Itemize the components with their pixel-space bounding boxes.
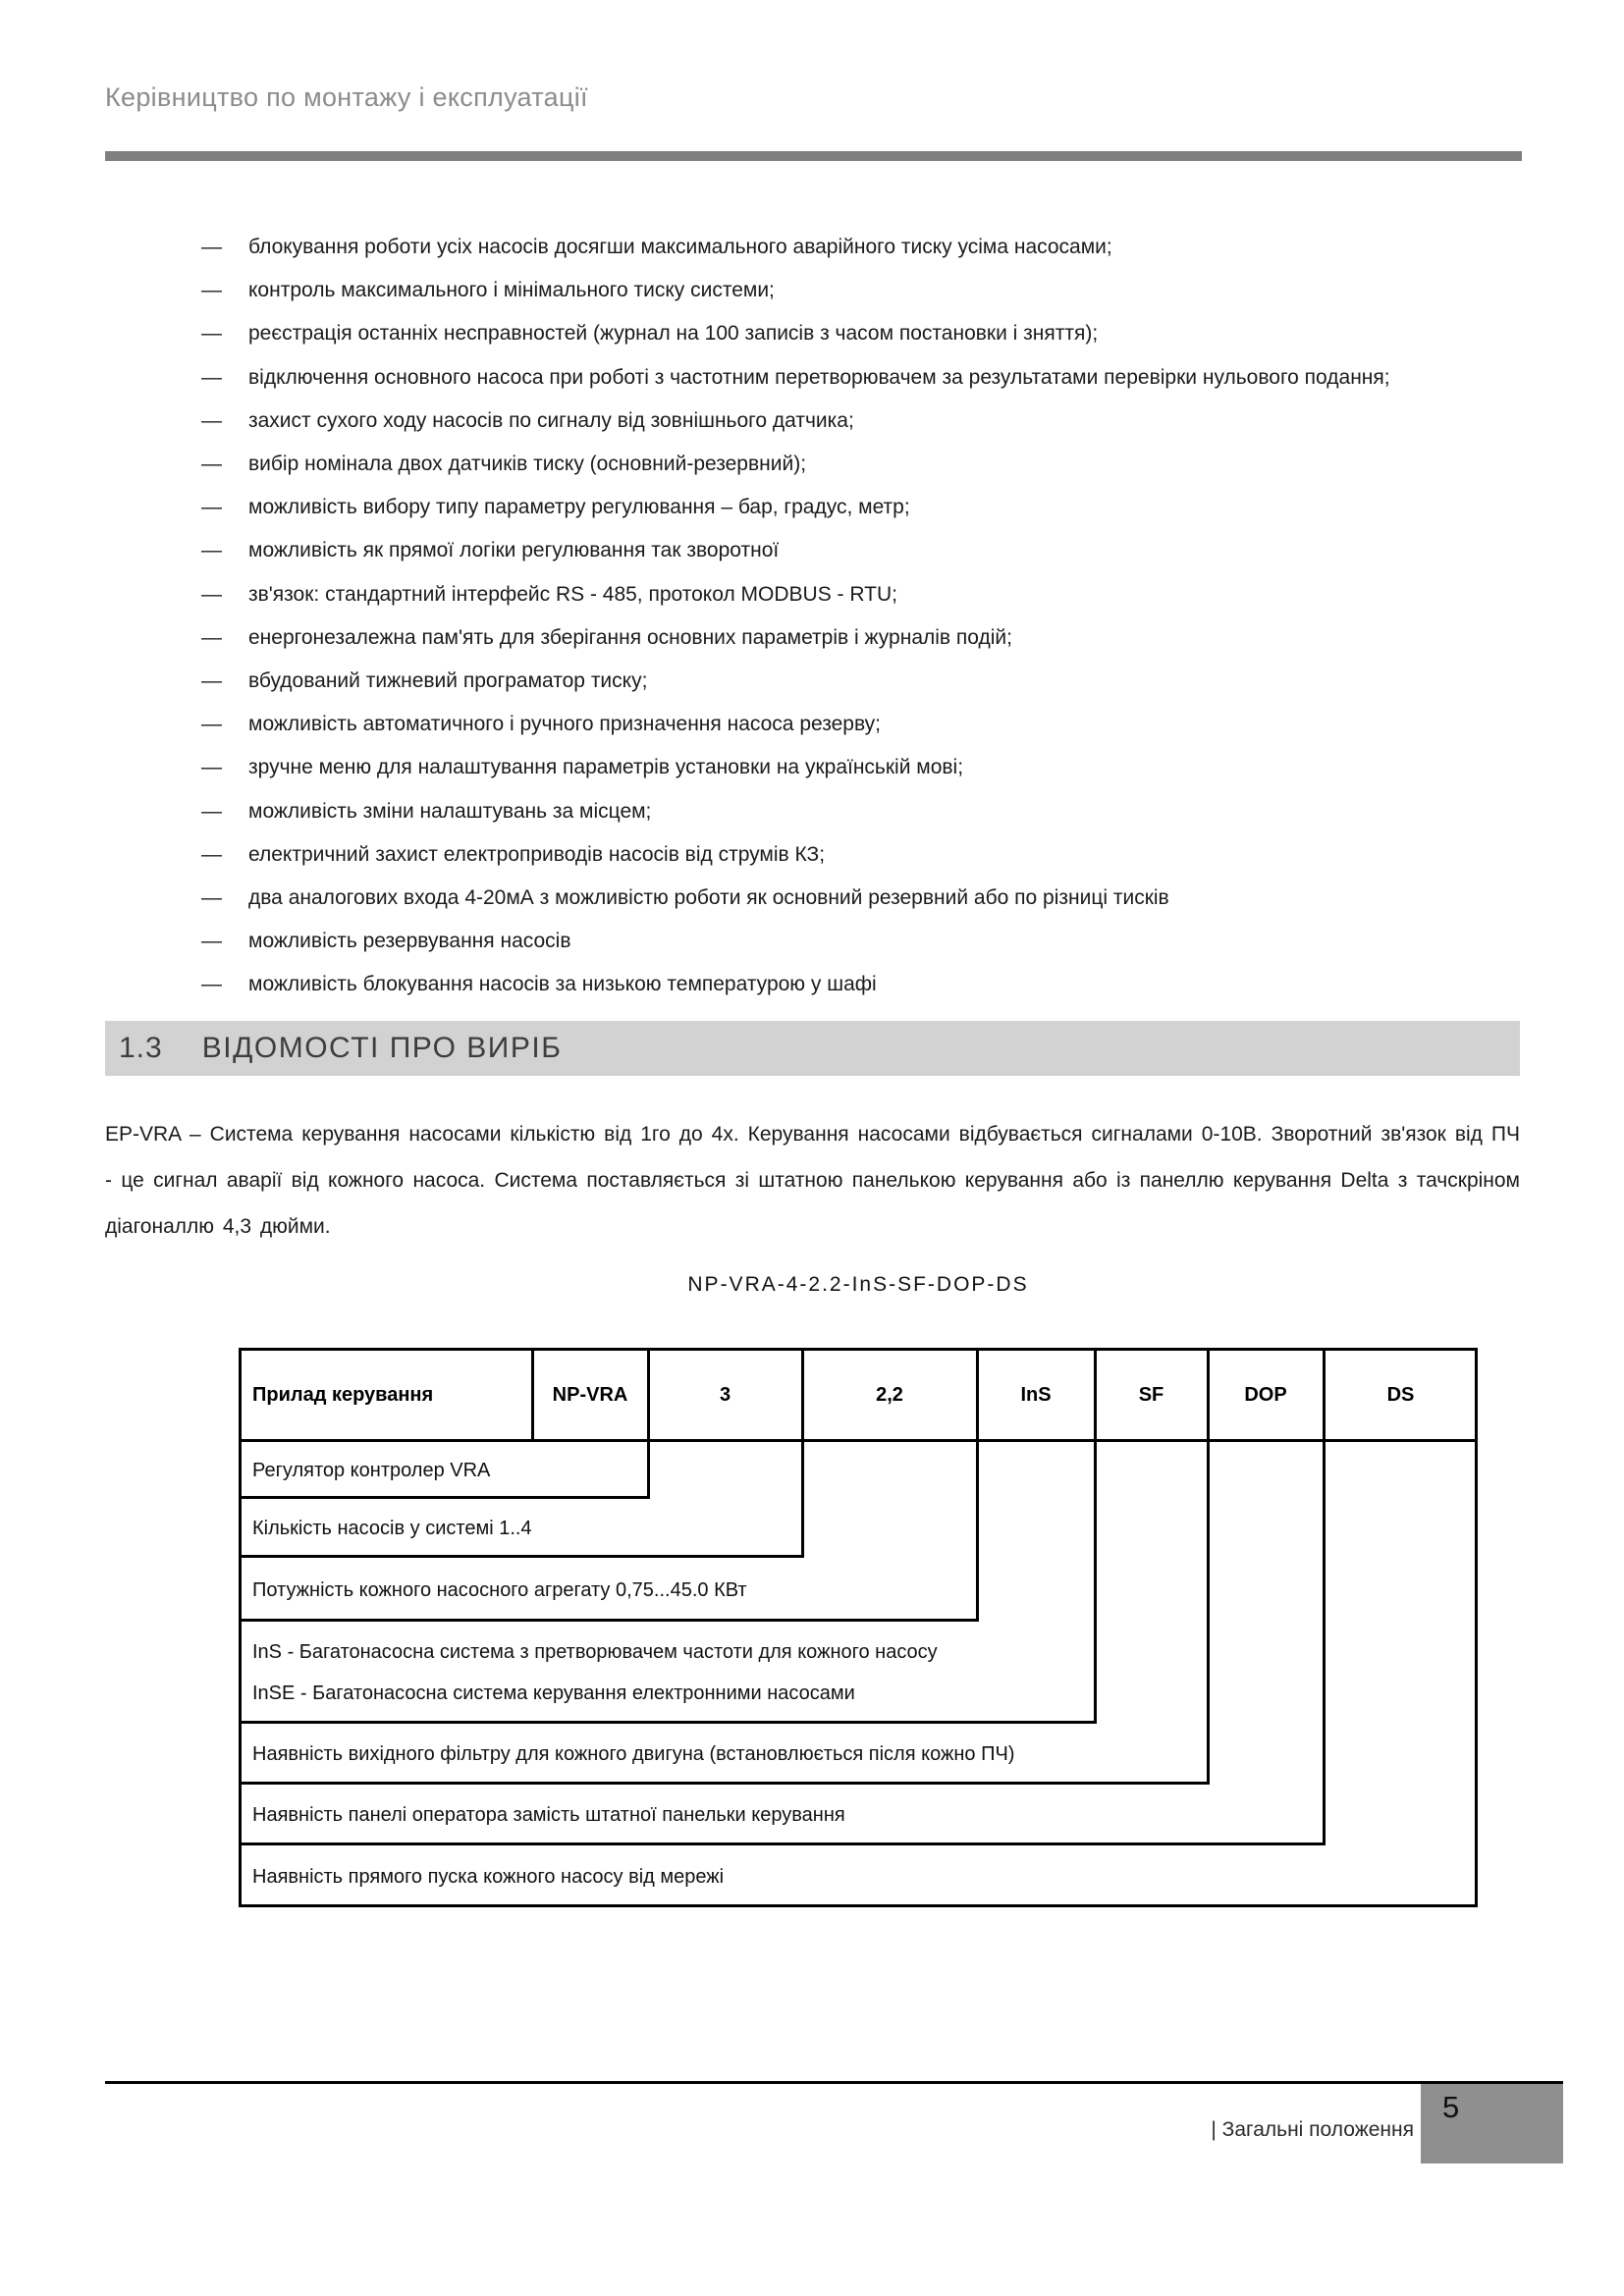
dash-bullet: — — [201, 236, 222, 259]
table-grid-line — [239, 1842, 1324, 1845]
table-grid-line — [239, 1348, 242, 1907]
feature-text: два аналогових входа 4-20мА з можливістю роботи як основний резервний або по різниці тисків — [248, 885, 1169, 909]
dash-bullet: — — [201, 365, 222, 389]
feature-item — [201, 703, 1537, 746]
table-step-label: InSE - Багатонасосна система керування електронними насосами — [252, 1682, 855, 1704]
feature-text: енергонезалежна пам'ять для зберігання основних параметрів і журналів подій; — [248, 625, 1012, 649]
feature-text: захист сухого ходу насосів по сигналу від зовнішнього датчика; — [248, 408, 854, 432]
feature-text: зручне меню для налаштування параметрів установки на українській мові; — [248, 756, 964, 779]
feature-item — [201, 660, 1537, 703]
dash-bullet: — — [201, 756, 222, 779]
table-header-cell: DOP — [1244, 1383, 1287, 1406]
decoder-table — [239, 1348, 1478, 1907]
dash-bullet: — — [201, 625, 222, 649]
section-title: ВІДОМОСТІ ПРО ВИРІБ — [201, 1032, 563, 1064]
feature-item — [201, 312, 1537, 355]
dash-bullet: — — [201, 539, 222, 562]
table-header-cell: SF — [1138, 1383, 1164, 1406]
feature-text: відключення основного насоса при роботі з частотним перетворювачем за результатами перевірки нульового подання; — [248, 365, 1390, 389]
table-grid-line — [1475, 1348, 1478, 1907]
table-header-cell: DS — [1386, 1383, 1415, 1406]
feature-text: зв'язок: стандартний інтерфейс RS - 485, протокол MODBUS - RTU; — [248, 582, 897, 606]
feature-text: можливість зміни налаштувань за місцем; — [248, 799, 652, 823]
feature-text: можливість автоматичного і ручного призначення насоса резерву; — [248, 713, 881, 736]
table-header-cell: InS — [1020, 1383, 1052, 1406]
table-step-row — [239, 1622, 1095, 1724]
table-step-row — [239, 1785, 1324, 1845]
dash-bullet: — — [201, 713, 222, 736]
feature-item — [201, 833, 1537, 877]
table-header-cell: Прилад керування — [252, 1383, 434, 1406]
table-grid-line — [1323, 1348, 1326, 1845]
intro-paragraph: EP-VRA – Система керування насосами кількістю від 1го до 4х. Керування насосами відбувається сигналами 0-10В. Зворотний зв'язок від ПЧ - це сигнал аварії від кожного насоса. Система поставляється зі штатною панелькою керування або із панеллю керування Delta з тачскріном діагоналлю 4,3 дюйми. — [105, 1123, 1520, 1238]
table-grid-line — [531, 1348, 534, 1442]
dash-bullet: — — [201, 582, 222, 606]
table-grid-line — [239, 1782, 1208, 1785]
table-grid-line — [239, 1555, 802, 1558]
table-grid-line — [239, 1496, 648, 1499]
dash-bullet: — — [201, 322, 222, 346]
feature-item — [201, 963, 1537, 1006]
table-grid-line — [239, 1439, 1478, 1442]
table-grid-line — [1207, 1348, 1210, 1785]
table-step-label: Наявність прямого пуска кожного насосу від мережі — [252, 1865, 725, 1888]
table-step-label: Регулятор контролер VRA — [252, 1460, 491, 1481]
feature-item — [201, 269, 1537, 312]
dash-bullet: — — [201, 668, 222, 692]
footer-section-label: | Загальні положення — [1211, 2118, 1414, 2141]
feature-item — [201, 789, 1537, 832]
footer-rule — [105, 2081, 1563, 2084]
dash-bullet: — — [201, 408, 222, 432]
feature-item — [201, 746, 1537, 789]
table-step-label: Потужність кожного насосного агрегату 0,75...45.0 КВт — [252, 1578, 747, 1601]
dash-bullet: — — [201, 973, 222, 996]
table-step-label: Наявність вихідного фільтру для кожного двигуна (встановлюється після кожно ПЧ) — [252, 1743, 1015, 1765]
table-grid-line — [1094, 1348, 1097, 1724]
feature-text: вбудований тижневий програматор тиску; — [248, 668, 648, 692]
table-header-cell: 3 — [719, 1383, 731, 1406]
table-step-label: Кількість насосів у системі 1..4 — [252, 1518, 532, 1539]
feature-text: вибір номінала двох датчиків тиску (основний-резервний); — [248, 453, 807, 476]
table-grid-line — [239, 1348, 1478, 1351]
table-step-label: Наявність панелі оператора замість штатної панельки керування — [252, 1804, 845, 1826]
dash-bullet: — — [201, 885, 222, 909]
table-step-row — [239, 1724, 1208, 1785]
section-number: 1.3 — [119, 1032, 163, 1064]
page-title: Керівництво по монтажу і експлуатації — [105, 82, 588, 112]
feature-text: можливість блокування насосів за низькою температурою у шафі — [248, 973, 877, 996]
table-grid-line — [239, 1619, 977, 1622]
feature-item — [201, 400, 1537, 443]
table-step-row — [239, 1442, 648, 1499]
dash-bullet: — — [201, 279, 222, 302]
feature-item — [201, 443, 1537, 486]
feature-item — [201, 573, 1537, 616]
feature-item — [201, 877, 1537, 920]
section-heading-bar — [105, 1021, 1520, 1076]
features-list — [201, 226, 1537, 1006]
table-step-row — [239, 1845, 1478, 1907]
table-step-label: InS - Багатонасосна система з претворювачем частоти для кожного насосу — [252, 1641, 938, 1663]
feature-item — [201, 226, 1537, 269]
dash-bullet: — — [201, 496, 222, 519]
feature-item — [201, 920, 1537, 963]
table-grid-line — [239, 1721, 1095, 1724]
feature-text: контроль максимального і мінімального тиску системи; — [248, 279, 775, 302]
model-code: NP-VRA-4-2.2-InS-SF-DOP-DS — [687, 1273, 1029, 1296]
feature-item — [201, 486, 1537, 529]
dash-bullet: — — [201, 799, 222, 823]
table-step-row — [239, 1558, 977, 1622]
feature-item — [201, 616, 1537, 660]
table-header-cell: 2,2 — [876, 1383, 903, 1406]
feature-text: електричний захист електроприводів насосів від струмів КЗ; — [248, 842, 826, 866]
feature-item — [201, 356, 1537, 400]
feature-text: реєстрація останніх несправностей (журнал на 100 записів з часом постановки і зняття); — [248, 322, 1099, 346]
feature-text: можливість вибору типу параметру регулювання – бар, градус, метр; — [248, 496, 910, 519]
dash-bullet: — — [201, 453, 222, 476]
table-step-row — [239, 1499, 802, 1558]
feature-item — [201, 529, 1537, 572]
page-number: 5 — [1442, 2090, 1460, 2124]
table-grid-line — [976, 1348, 979, 1622]
dash-bullet: — — [201, 842, 222, 866]
table-grid-line — [647, 1348, 650, 1499]
feature-text: можливість як прямої логіки регулювання так зворотної — [248, 539, 780, 562]
page-number-box — [1421, 2084, 1563, 2163]
table-grid-line — [801, 1348, 804, 1558]
table-header-cell: NP-VRA — [552, 1383, 628, 1406]
feature-text: можливість резервування насосів — [248, 930, 571, 953]
table-grid-line — [239, 1904, 1478, 1907]
dash-bullet: — — [201, 930, 222, 953]
header-divider-bar — [105, 151, 1522, 161]
feature-text: блокування роботи усіх насосів досягши максимального аварійного тиску усіма насосами; — [248, 236, 1112, 259]
